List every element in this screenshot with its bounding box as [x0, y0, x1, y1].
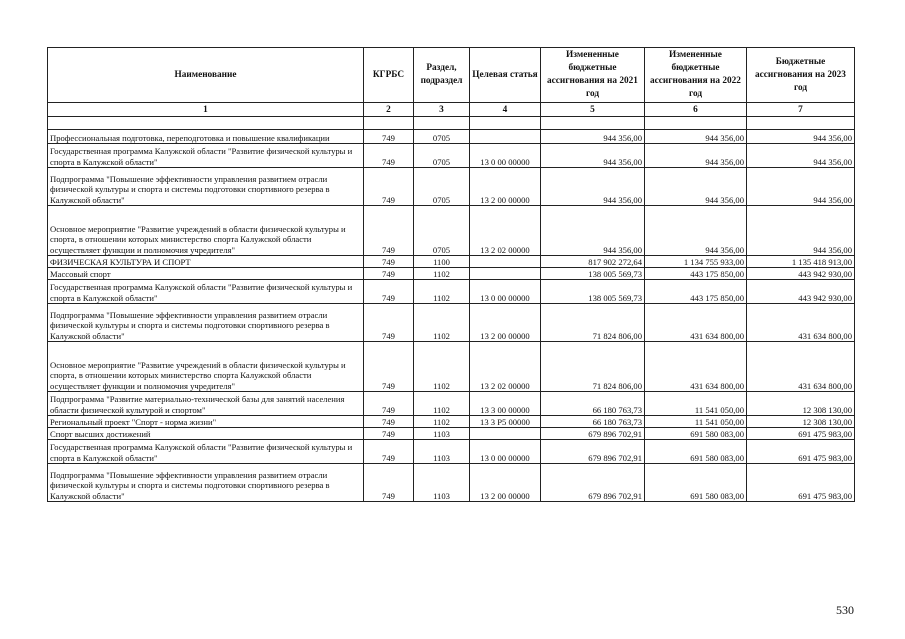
header-name: Наименование: [48, 48, 364, 103]
cell-2023: 944 356,00: [747, 206, 855, 256]
cell-section: 1100: [414, 256, 470, 268]
column-number: 2: [364, 103, 414, 117]
cell-kgrbs: 749: [364, 130, 414, 144]
cell-2021: 138 005 569,73: [541, 280, 645, 304]
cell-section: 0705: [414, 144, 470, 168]
cell-kgrbs: 749: [364, 342, 414, 392]
header-section: Раздел, подраздел: [414, 48, 470, 103]
cell-section: 1102: [414, 392, 470, 416]
cell-2022: 691 580 083,00: [645, 464, 747, 502]
cell-target: 13 2 02 00000: [470, 342, 541, 392]
cell-section: 1102: [414, 280, 470, 304]
cell-target: [470, 268, 541, 280]
cell-section: 1102: [414, 268, 470, 280]
table-row: [48, 342, 855, 392]
table-row: [48, 206, 855, 256]
cell-name: Спорт высших достижений: [48, 428, 364, 440]
table-row: [48, 168, 855, 206]
table-row: [48, 280, 855, 304]
cell-section: 0705: [414, 168, 470, 206]
spacer-row: [48, 117, 855, 130]
cell-kgrbs: 749: [364, 428, 414, 440]
budget-table: [47, 47, 855, 502]
cell-kgrbs: 749: [364, 206, 414, 256]
cell-2022: 431 634 800,00: [645, 342, 747, 392]
cell-target: 13 2 00 00000: [470, 304, 541, 342]
table-row: [48, 392, 855, 416]
cell-2022: 944 356,00: [645, 130, 747, 144]
cell-2023: 944 356,00: [747, 144, 855, 168]
cell-2023: 691 475 983,00: [747, 428, 855, 440]
cell-2023: 443 942 930,00: [747, 280, 855, 304]
cell-2021: 944 356,00: [541, 144, 645, 168]
cell-kgrbs: 749: [364, 392, 414, 416]
header-target: Целевая статья: [470, 48, 541, 103]
cell-kgrbs: 749: [364, 256, 414, 268]
cell-kgrbs: 749: [364, 416, 414, 428]
cell-section: 0705: [414, 206, 470, 256]
header-kgrbs: КГРБС: [364, 48, 414, 103]
cell-target: [470, 130, 541, 144]
table-row: [48, 144, 855, 168]
cell-2021: 71 824 806,00: [541, 342, 645, 392]
cell-2022: 691 580 083,00: [645, 440, 747, 464]
cell-target: 13 3 00 00000: [470, 392, 541, 416]
cell-2022: 1 134 755 933,00: [645, 256, 747, 268]
cell-section: 1103: [414, 440, 470, 464]
column-number: 1: [48, 103, 364, 117]
cell-kgrbs: 749: [364, 268, 414, 280]
cell-name: Государственная программа Калужской области "Развитие физической культуры и спорта в Калужской области": [48, 144, 364, 168]
cell-section: 1102: [414, 304, 470, 342]
cell-name: Подпрограмма "Развитие материально-технической базы для занятий населения области физической культурой и спортом": [48, 392, 364, 416]
cell-2021: 944 356,00: [541, 168, 645, 206]
cell-target: [470, 256, 541, 268]
column-number: 5: [541, 103, 645, 117]
cell-section: 0705: [414, 130, 470, 144]
cell-2023: 431 634 800,00: [747, 342, 855, 392]
table-row: [48, 440, 855, 464]
cell-2022: 691 580 083,00: [645, 428, 747, 440]
header-row: [48, 48, 855, 103]
cell-kgrbs: 749: [364, 464, 414, 502]
cell-2023: 1 135 418 913,00: [747, 256, 855, 268]
cell-2023: 691 475 983,00: [747, 440, 855, 464]
table-row: [48, 256, 855, 268]
header-2021: Измененные бюджетные ассигнования на 2021 год: [541, 48, 645, 103]
cell-2021: 817 902 272,64: [541, 256, 645, 268]
cell-name: Подпрограмма "Повышение эффективности управления развитием отрасли физической культуры и спорта и системы подготовки спортивного резерва в Калужской области": [48, 304, 364, 342]
cell-2022: 944 356,00: [645, 206, 747, 256]
cell-name: Региональный проект "Спорт - норма жизни": [48, 416, 364, 428]
table-row: [48, 268, 855, 280]
table-body: [48, 130, 855, 502]
cell-2022: 431 634 800,00: [645, 304, 747, 342]
cell-2021: 944 356,00: [541, 130, 645, 144]
cell-name: ФИЗИЧЕСКАЯ КУЛЬТУРА И СПОРТ: [48, 256, 364, 268]
cell-2021: 944 356,00: [541, 206, 645, 256]
column-number: 4: [470, 103, 541, 117]
cell-name: Основное мероприятие "Развитие учреждений в области физической культуры и спорта, в отношении которых министерство спорта Калужской области осуществляет функции и полномочия учредителя": [48, 342, 364, 392]
cell-name: Государственная программа Калужской области "Развитие физической культуры и спорта в Калужской области": [48, 440, 364, 464]
cell-kgrbs: 749: [364, 304, 414, 342]
table-row: [48, 464, 855, 502]
table-row: [48, 304, 855, 342]
cell-section: 1102: [414, 416, 470, 428]
cell-2021: 71 824 806,00: [541, 304, 645, 342]
table-row: [48, 130, 855, 144]
cell-target: 13 0 00 00000: [470, 440, 541, 464]
cell-2021: 679 896 702,91: [541, 464, 645, 502]
cell-kgrbs: 749: [364, 168, 414, 206]
cell-2023: 443 942 930,00: [747, 268, 855, 280]
cell-name: Подпрограмма "Повышение эффективности управления развитием отрасли физической культуры и спорта и системы подготовки спортивного резерва в Калужской области": [48, 464, 364, 502]
column-number: 7: [747, 103, 855, 117]
cell-2022: 443 175 850,00: [645, 268, 747, 280]
table-row: [48, 428, 855, 440]
cell-2021: 679 896 702,91: [541, 428, 645, 440]
cell-target: 13 2 02 00000: [470, 206, 541, 256]
cell-name: Основное мероприятие "Развитие учреждений в области физической культуры и спорта, в отношении которых министерство спорта Калужской области осуществляет функции и полномочия учредителя": [48, 206, 364, 256]
cell-name: Профессиональная подготовка, переподготовка и повышение квалификации: [48, 130, 364, 144]
column-number-row: [48, 103, 855, 117]
cell-2021: 679 896 702,91: [541, 440, 645, 464]
page-number: 530: [836, 603, 854, 617]
cell-2022: 944 356,00: [645, 168, 747, 206]
cell-2023: 944 356,00: [747, 130, 855, 144]
header-2023: Бюджетные ассигнования на 2023 год: [747, 48, 855, 103]
header-2022: Измененные бюджетные ассигнования на 2022 год: [645, 48, 747, 103]
cell-2021: 66 180 763,73: [541, 392, 645, 416]
cell-2023: 431 634 800,00: [747, 304, 855, 342]
cell-2022: 11 541 050,00: [645, 392, 747, 416]
table-row: [48, 416, 855, 428]
cell-target: 13 2 00 00000: [470, 464, 541, 502]
cell-2023: 12 308 130,00: [747, 416, 855, 428]
cell-2022: 11 541 050,00: [645, 416, 747, 428]
cell-name: Подпрограмма "Повышение эффективности управления развитием отрасли физической культуры и спорта и системы подготовки спортивного резерва в Калужской области": [48, 168, 364, 206]
cell-target: 13 2 00 00000: [470, 168, 541, 206]
cell-2021: 66 180 763,73: [541, 416, 645, 428]
cell-kgrbs: 749: [364, 440, 414, 464]
cell-section: 1102: [414, 342, 470, 392]
cell-kgrbs: 749: [364, 280, 414, 304]
cell-section: 1103: [414, 428, 470, 440]
cell-section: 1103: [414, 464, 470, 502]
cell-target: [470, 428, 541, 440]
cell-kgrbs: 749: [364, 144, 414, 168]
cell-2023: 12 308 130,00: [747, 392, 855, 416]
cell-name: Массовый спорт: [48, 268, 364, 280]
cell-2021: 138 005 569,73: [541, 268, 645, 280]
cell-2022: 443 175 850,00: [645, 280, 747, 304]
column-number: 3: [414, 103, 470, 117]
cell-2022: 944 356,00: [645, 144, 747, 168]
cell-2023: 691 475 983,00: [747, 464, 855, 502]
cell-target: 13 0 00 00000: [470, 144, 541, 168]
cell-target: 13 0 00 00000: [470, 280, 541, 304]
column-number: 6: [645, 103, 747, 117]
cell-target: 13 3 P5 00000: [470, 416, 541, 428]
cell-2023: 944 356,00: [747, 168, 855, 206]
cell-name: Государственная программа Калужской области "Развитие физической культуры и спорта в Калужской области": [48, 280, 364, 304]
